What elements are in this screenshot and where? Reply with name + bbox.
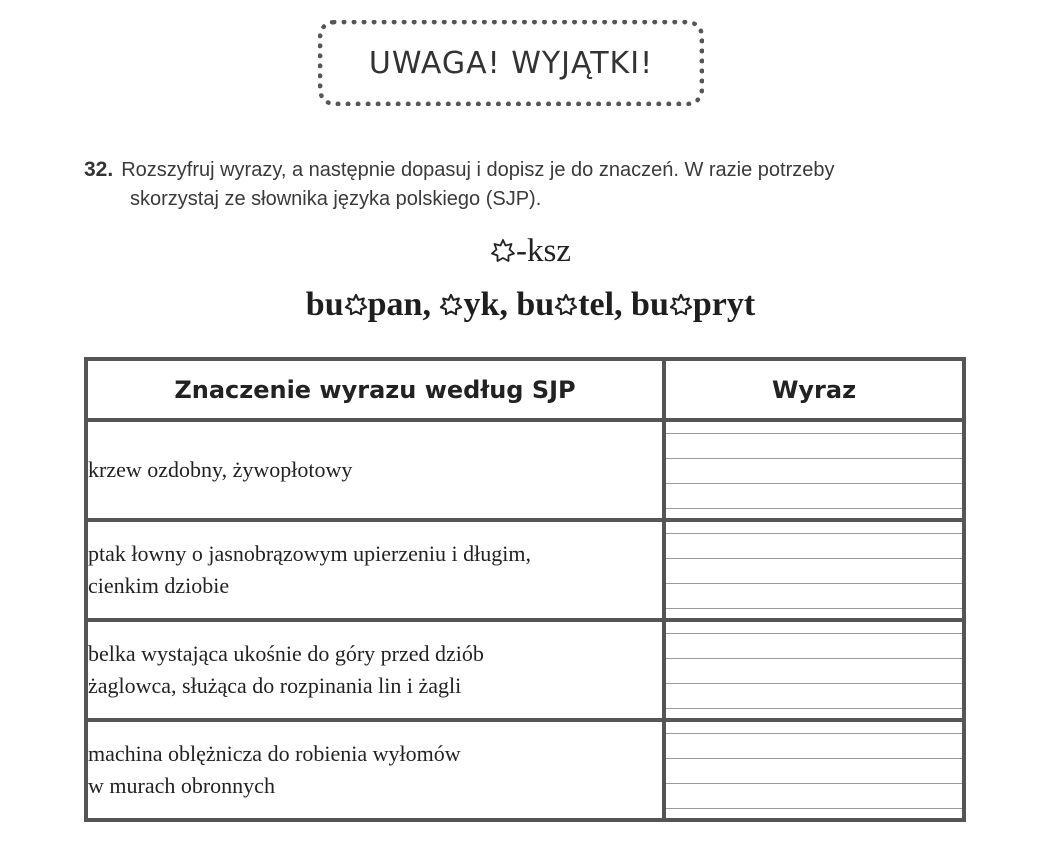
word-prefix: bu (631, 286, 669, 323)
table-header-row (86, 359, 964, 420)
cipher-key-text: -ksz (516, 233, 571, 269)
word-suffix: tel (578, 286, 615, 323)
table-row (86, 720, 964, 820)
star-icon (439, 293, 463, 317)
task-line-1 (84, 155, 984, 185)
answer-cell[interactable] (664, 720, 964, 820)
star-icon (554, 293, 578, 317)
task-instruction (84, 155, 984, 214)
task-line-2: skorzystaj ze słownika języka polskiego (SJP). (130, 188, 542, 210)
word-prefix: bu (516, 286, 555, 323)
word-prefix: bu (305, 286, 344, 323)
star-icon (490, 238, 516, 264)
answer-cell[interactable] (664, 420, 964, 520)
writing-lines[interactable] (666, 727, 962, 813)
cipher-word: yk, (439, 286, 507, 323)
cipher-words (0, 286, 1061, 324)
task-text-1: Rozszyfruj wyrazy, a następnie dopasuj i dopisz je do znaczeń. W razie potrzeby (121, 159, 835, 181)
meaning-line: belka wystająca ukośnie do góry przed dziób (88, 641, 484, 666)
word-suffix: yk (463, 286, 500, 323)
header-word: Wyraz (664, 359, 964, 420)
star-icon (669, 293, 693, 317)
table-row (86, 420, 964, 520)
answer-table (84, 357, 966, 822)
meaning-cell (86, 620, 664, 720)
task-number: 32. (84, 158, 114, 181)
meaning-cell (86, 520, 664, 620)
cipher-word (631, 286, 755, 323)
table-row (86, 520, 964, 620)
meaning-cell (86, 720, 664, 820)
meaning-line: krzew ozdobny, żywopłotowy (88, 457, 353, 482)
word-suffix: pan (367, 286, 423, 323)
table-row (86, 620, 964, 720)
answer-cell[interactable] (664, 620, 964, 720)
cipher-word: bu pan, (305, 286, 431, 323)
word-suffix: pryt (692, 286, 756, 323)
meaning-line: machina oblężnicza do robienia wyłomów (88, 741, 461, 766)
writing-lines[interactable] (666, 427, 962, 513)
meaning-line: ptak łowny o jasnobrązowym upierzeniu i długim, (88, 541, 531, 566)
writing-lines[interactable] (666, 527, 962, 613)
banner-title: UWAGA! WYJĄTKI! (368, 45, 654, 81)
cipher-word: bu tel, (516, 286, 623, 323)
cipher-key (0, 233, 1061, 270)
meaning-line: żaglowca, służąca do rozpinania lin i żagli (88, 673, 462, 698)
banner-frame (318, 20, 704, 106)
header-meaning: Znaczenie wyrazu według SJP (86, 359, 664, 420)
meaning-line: cienkim dziobie (88, 573, 230, 598)
meaning-line: w murach obronnych (88, 773, 275, 798)
answer-cell[interactable] (664, 520, 964, 620)
star-icon (344, 293, 368, 317)
meaning-cell (86, 420, 664, 520)
writing-lines[interactable] (666, 627, 962, 713)
